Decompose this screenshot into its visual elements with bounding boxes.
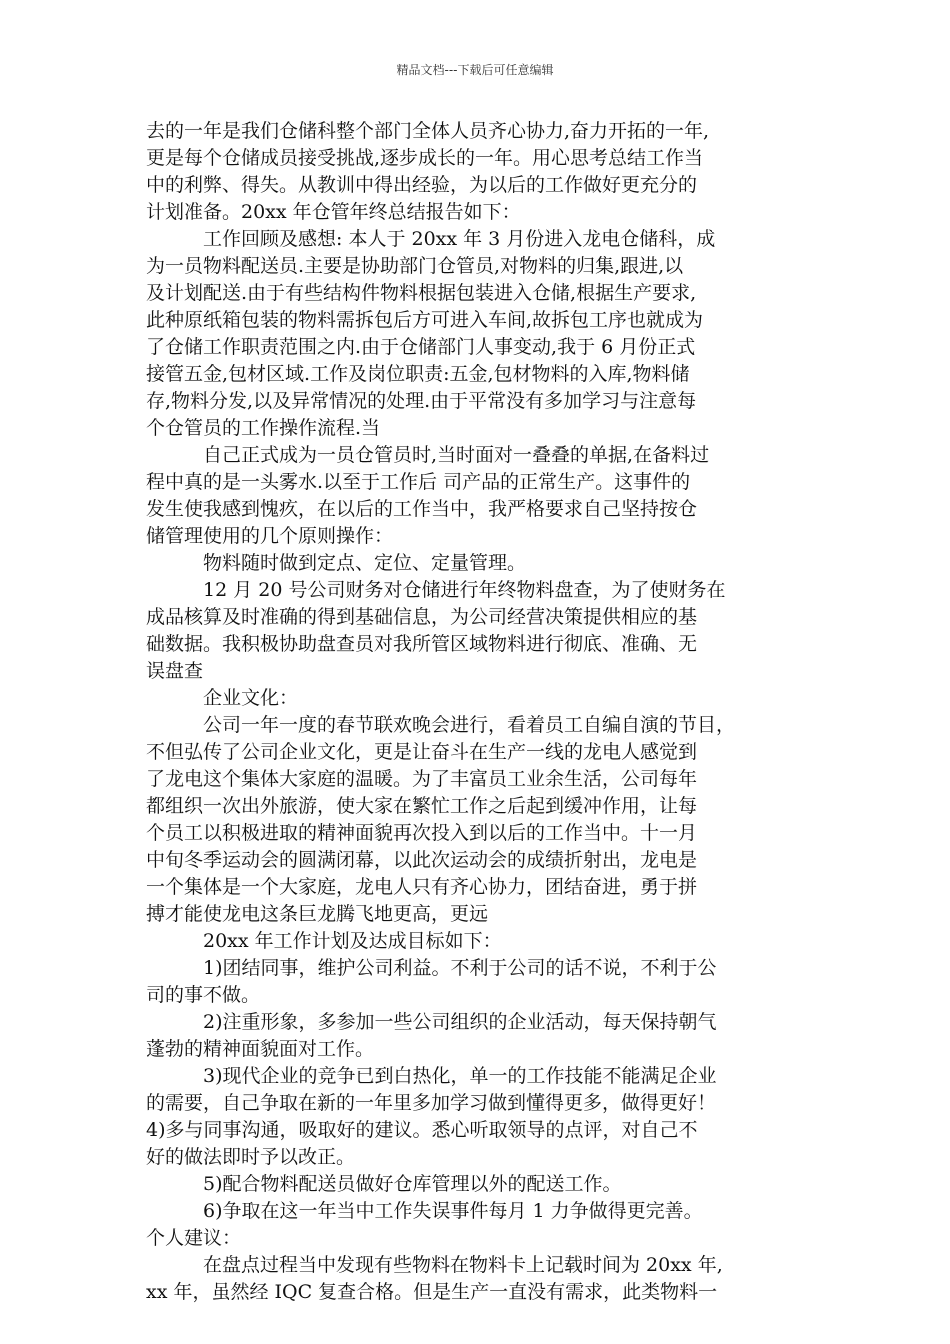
- text-line: 为一员物料配送员.主要是协助部门仓管员,对物料的归集,跟进,以: [146, 255, 684, 277]
- text-line: 程中真的是一头雾水.以至于工作后 司产品的正常生产。这事件的: [146, 471, 691, 493]
- text-line: 都组织一次出外旅游，使大家在繁忙工作之后起到缓冲作用，让每: [146, 795, 698, 817]
- text-line: 储管理使用的几个原则操作：: [146, 525, 394, 547]
- text-line: 6)争取在这一年当中工作失误事件每月 1 力争做得更完善。: [203, 1200, 703, 1222]
- text-line: 2)注重形象，多参加一些公司组织的企业活动，每天保持朝气: [203, 1011, 717, 1033]
- text-line: 接管五金,包材区域.工作及岗位职责:五金,包材物料的入库,物料储: [146, 363, 690, 385]
- text-line: 工作回顾及感想: 本人于 20xx 年 3 月份进入龙电仓储科，成: [203, 228, 716, 250]
- text-line: 个人建议：: [146, 1227, 242, 1249]
- text-line: 自己正式成为一员仓管员时,当时面对一叠叠的单据,在备料过: [203, 444, 710, 466]
- text-line: 个员工以积极进取的精神面貌再次投入到以后的工作当中。十一月: [146, 822, 698, 844]
- page-header: 精品文档---下载后可任意编辑: [396, 63, 554, 77]
- text-line: 公司一年一度的春节联欢晚会进行，看着员工自编自演的节目，: [203, 714, 736, 736]
- text-line: 误盘查: [146, 660, 204, 682]
- text-line: 司的事不做。: [146, 984, 261, 1006]
- text-line: 存,物料分发,以及异常情况的处理.由于平常没有多加学习与注意每: [146, 390, 697, 412]
- text-line: 计划准备。20xx 年仓管年终总结报告如下：: [146, 201, 521, 223]
- document-body: [146, 118, 822, 1306]
- text-line: 搏才能使龙电这条巨龙腾飞地更高，更远: [146, 903, 489, 925]
- text-line: 1)团结同事，维护公司利益。不利于公司的话不说，不利于公: [203, 957, 717, 979]
- text-line: 在盘点过程当中发现有些物料在物料卡上记载时间为 20xx 年,: [203, 1254, 723, 1276]
- text-line: 中旬冬季运动会的圆满闭幕，以此次运动会的成绩折射出，龙电是: [146, 849, 698, 871]
- text-line: 的需要，自己争取在新的一年里多加学习做到懂得更多，做得更好！: [146, 1092, 717, 1114]
- text-line: 物料随时做到定点、定位、定量管理。: [203, 552, 527, 574]
- text-line: 此种原纸箱包装的物料需拆包后方可进入车间,故拆包工序也就成为: [146, 309, 704, 331]
- text-line: xx 年，虽然经 IQC 复查合格。但是生产一直没有需求，此类物料一: [146, 1281, 718, 1303]
- text-line: 好的做法即时予以改正。: [146, 1146, 356, 1168]
- text-line: 去的一年是我们仓储科整个部门全体人员齐心协力,奋力开拓的一年,: [146, 120, 710, 142]
- text-line: 中的利弊、得失。从教训中得出经验，为以后的工作做好更充分的: [146, 174, 698, 196]
- text-line: 了龙电这个集体大家庭的温暖。为了丰富员工业余生活，公司每年: [146, 768, 698, 790]
- text-line: 企业文化：: [203, 687, 299, 709]
- text-line: 个仓管员的工作操作流程.当: [146, 417, 381, 439]
- text-line: 20xx 年工作计划及达成目标如下：: [203, 930, 502, 952]
- text-line: 3)现代企业的竞争已到白热化，单一的工作技能不能满足企业: [203, 1065, 717, 1087]
- text-line: 不但弘传了公司企业文化，更是让奋斗在生产一线的龙电人感觉到: [146, 741, 698, 763]
- text-line: 了仓储工作职责范围之内.由于仓储部门人事变动,我于 6 月份正式: [146, 336, 696, 358]
- text-line: 蓬勃的精神面貌面对工作。: [146, 1038, 375, 1060]
- text-line: 及计划配送.由于有些结构件物料根据包装进入仓储,根据生产要求,: [146, 282, 697, 304]
- text-line: 发生使我感到愧疚，在以后的工作当中，我严格要求自己坚持按仓: [146, 498, 698, 520]
- text-line: 更是每个仓储成员接受挑战,逐步成长的一年。用心思考总结工作当: [146, 147, 704, 169]
- text-line: 4)多与同事沟通，吸取好的建议。悉心听取领导的点评，对自己不: [146, 1119, 698, 1141]
- text-line: 成品核算及时准确的得到基础信息，为公司经营决策提供相应的基: [146, 606, 698, 628]
- text-line: 12 月 20 号公司财务对仓储进行年终物料盘查，为了使财务在: [203, 579, 726, 601]
- text-line: 一个集体是一个大家庭，龙电人只有齐心协力，团结奋进，勇于拼: [146, 876, 698, 898]
- text-line: 础数据。我积极协助盘查员对我所管区域物料进行彻底、准确、无: [146, 633, 698, 655]
- text-line: 5)配合物料配送员做好仓库管理以外的配送工作。: [203, 1173, 622, 1195]
